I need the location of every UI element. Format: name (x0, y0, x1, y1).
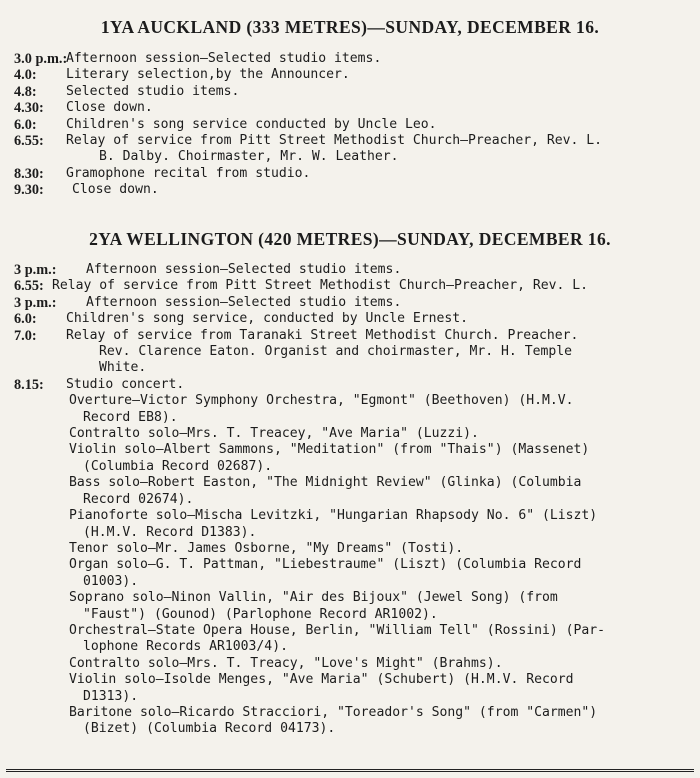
programme-entry (14, 166, 690, 182)
entry-time: 3 p.m.: (14, 294, 57, 311)
concert-item-continuation: (Bizet) (Columbia Record 04173). (83, 721, 336, 737)
concert-item-continuation: "Faust") (Gounod) (Parlophone Record AR1002). (83, 606, 438, 622)
entry-time: 6.0: (14, 311, 37, 328)
concert-item: Organ solo—G. T. Pattman, "Liebestraume" (Liszt) (Columbia Record (69, 557, 582, 573)
entry-continuation: White. (99, 360, 147, 376)
entry-time: 3.0 p.m.: (14, 51, 68, 67)
concert-item: Overture—Victor Symphony Orchestra, "Egmont" (Beethoven) (H.M.V. (69, 393, 574, 409)
concert-item-continuation: 01003). (83, 573, 139, 589)
programme-entry (14, 51, 690, 67)
concert-item: Orchestral—State Opera House, Berlin, "William Tell" (Rossini) (Par- (69, 622, 606, 638)
entry-text: Afternoon session—Selected studio items. (66, 51, 382, 66)
entry-continuation: B. Dalby. Choirmaster, Mr. W. Leather. (99, 149, 399, 165)
concert-item: Pianoforte solo—Mischa Levitzki, "Hungarian Rhapsody No. 6" (Liszt) (69, 508, 598, 524)
concert-item-continuation: Record 02674). (83, 491, 194, 507)
concert-item-continuation: (Columbia Record 02687). (83, 458, 273, 474)
entry-time: 7.0: (14, 327, 37, 344)
entry-continuation: Rev. Clarence Eaton. Organist and choirmaster, Mr. H. Temple (99, 344, 572, 360)
programme-entry (14, 328, 690, 344)
programme-entry (14, 377, 690, 393)
programme-entry (14, 182, 690, 198)
section-heading-auckland: 1YA AUCKLAND (333 METRES)—SUNDAY, DECEMBER 16. (100, 17, 600, 37)
entry-text: Literary selection,by the Announcer. (66, 67, 350, 83)
entry-time: 6.0: (14, 116, 37, 133)
entry-time: 6.55: (14, 278, 44, 295)
programme-entry (14, 84, 690, 100)
concert-item: Bass solo—Robert Easton, "The Midnight Review" (Glinka) (Columbia (69, 475, 582, 491)
entry-text: Close down. (72, 182, 159, 198)
concert-item-continuation: Record EB8). (83, 409, 178, 425)
entry-text: Gramophone recital from studio. (66, 165, 311, 181)
entry-time: 6.55: (14, 133, 44, 150)
programme-entry (14, 295, 690, 311)
programme-entry (14, 133, 690, 149)
entry-time: 8.30: (14, 165, 44, 182)
programme-entry (14, 100, 690, 116)
concert-item: Soprano solo—Ninon Vallin, "Air des Bijoux" (Jewel Song) (from (69, 590, 558, 606)
concert-item-continuation: lophone Records AR1003/4). (83, 639, 288, 655)
entry-time: 4.0: (14, 67, 37, 84)
concert-item: Tenor solo—Mr. James Osborne, "My Dreams" (Tosti). (69, 540, 464, 556)
bottom-rule (6, 769, 694, 772)
entry-time: 4.8: (14, 83, 37, 100)
programme-entry (14, 117, 690, 133)
entry-time: 8.15: (14, 376, 44, 393)
entry-text: Studio concert. (66, 376, 185, 392)
entry-text: Children's song service, conducted by Uncle Ernest. (66, 311, 469, 327)
entry-text: Relay of service from Taranaki Street Methodist Church. Preacher. (66, 327, 579, 343)
concert-item: Contralto solo—Mrs. T. Treacy, "Love's Might" (Brahms). (69, 655, 503, 671)
entry-text: Relay of service from Pitt Street Methodist Church—Preacher, Rev. L. (66, 133, 603, 149)
concert-item: Violin solo—Isolde Menges, "Ave Maria" (Schubert) (H.M.V. Record (69, 672, 574, 688)
concert-item: Violin solo—Albert Sammons, "Meditation" (from "Thais") (Massenet) (69, 442, 590, 458)
programme-entry (14, 262, 690, 278)
programme-entry (14, 311, 690, 327)
concert-item-continuation: D1313). (83, 688, 139, 704)
entry-text: Children's song service conducted by Uncle Leo. (66, 116, 437, 132)
entry-time: 9.30: (14, 182, 44, 199)
auckland-programme (14, 51, 690, 199)
programme-entry (14, 278, 690, 294)
concert-item-continuation: (H.M.V. Record D1383). (83, 524, 257, 540)
entry-time: 4.30: (14, 100, 44, 117)
concert-item: Contralto solo—Mrs. T. Treacey, "Ave Maria" (Luzzi). (69, 426, 479, 442)
concert-item: Baritone solo—Ricardo Stracciori, "Toreador's Song" (from "Carmen") (69, 704, 598, 720)
wellington-programme (14, 262, 690, 738)
entry-text: Afternoon session—Selected studio items. (86, 294, 402, 310)
programme-entry (14, 67, 690, 83)
section-heading-wellington: 2YA WELLINGTON (420 METRES)—SUNDAY, DECEMBER 16. (89, 229, 611, 249)
entry-text: Afternoon session—Selected studio items. (86, 262, 402, 277)
entry-text: Relay of service from Pitt Street Methodist Church—Preacher, Rev. L. (52, 278, 589, 294)
entry-time: 3 p.m.: (14, 262, 57, 278)
entry-text: Close down. (66, 100, 153, 116)
entry-text: Selected studio items. (66, 83, 240, 99)
